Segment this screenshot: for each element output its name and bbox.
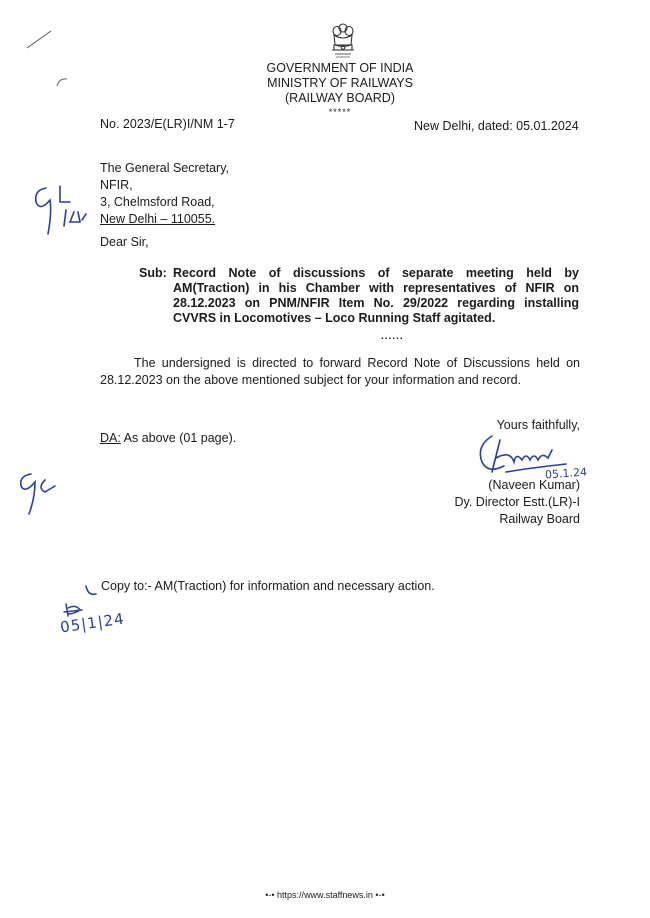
addressee-line: 3, Chelmsford Road,	[100, 195, 215, 209]
footer-url: •-• https://www.staffnews.in •-•	[265, 890, 385, 900]
handwritten-mark-icon	[15, 468, 61, 518]
signatory-designation: Dy. Director Estt.(LR)-I	[454, 495, 580, 509]
addressee-block	[100, 160, 229, 228]
enclosure-text: As above (01 page).	[123, 431, 237, 445]
signatory-office: Railway Board	[499, 512, 580, 526]
signatory-block	[420, 477, 580, 528]
salutation: Dear Sir,	[100, 235, 149, 249]
handwritten-date: 05|1|24	[59, 609, 126, 637]
copy-tick-icon	[82, 578, 106, 600]
body-paragraph: The undersigned is directed to forward Record Note of Discussions held on 28.12.2023 on the above mentioned subject for your information and record.	[100, 356, 580, 387]
header-stars: *****	[328, 107, 352, 117]
addressee-line: New Delhi – 110055.	[100, 212, 216, 226]
letter-date: New Delhi, dated: 05.01.2024	[414, 119, 579, 133]
subject-separator: ......	[381, 331, 404, 342]
header-line-board: (RAILWAY BOARD)	[285, 91, 395, 105]
signature-date: 05.1.24	[544, 465, 588, 482]
addressee-line: NFIR,	[100, 178, 133, 192]
pen-stroke-icon	[25, 28, 55, 50]
header-line-ministry: MINISTRY OF RAILWAYS	[267, 76, 413, 90]
pen-curve-icon	[55, 76, 71, 88]
header-line-government: GOVERNMENT OF INDIA	[266, 61, 414, 75]
enclosure	[100, 430, 236, 446]
reference-number: No. 2023/E(LR)I/NM 1-7	[100, 117, 235, 131]
addressee-line: The General Secretary,	[100, 161, 229, 175]
copy-to: Copy to:- AM(Traction) for information and necessary action.	[101, 579, 435, 593]
subject-block	[139, 266, 579, 326]
national-emblem-icon	[327, 21, 359, 61]
subject-text: Record Note of discussions of separate meeting held by AM(Traction) in his Chamber with representatives of NFIR on 28.12.2023 on PNM/NFIR Item No. 29/2022 regarding installing CVVRS in Locomotives – Loco Running Staff agitated.	[173, 266, 579, 325]
letterhead	[240, 61, 440, 119]
enclosure-label: DA:	[100, 431, 121, 445]
closing: Yours faithfully,	[496, 418, 580, 432]
subject-label: Sub:	[139, 266, 167, 280]
signatory-name: (Naveen Kumar)	[488, 478, 580, 492]
handwritten-initials-icon	[30, 182, 92, 240]
